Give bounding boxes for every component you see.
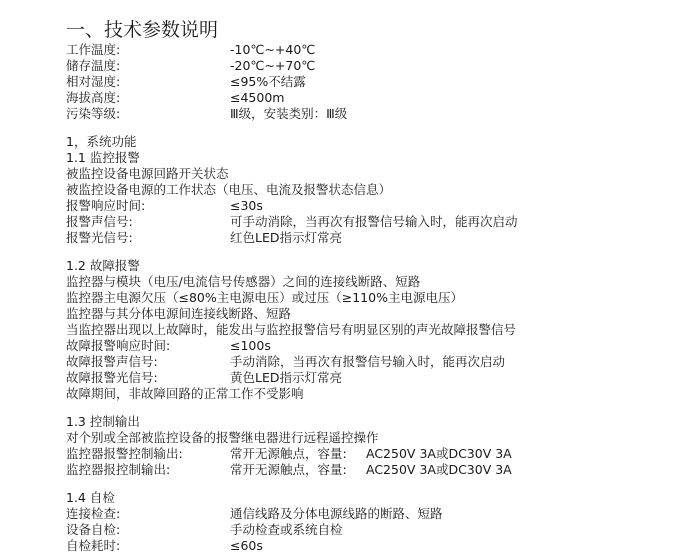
param-value: -10℃~+40℃ xyxy=(230,42,316,57)
param-label: 监控器报控制输出: xyxy=(66,462,171,477)
param-value: ≤100s xyxy=(230,338,271,353)
param-label: 报警响应时间: xyxy=(66,198,146,213)
param-label: 连接检查: xyxy=(66,506,121,521)
description-line: 被监控设备电源的工作状态（电压、电流及报警状态信息） xyxy=(66,182,392,197)
param-label: 监控器报警控制输出: xyxy=(66,446,183,461)
description-line: 对个别或全部被监控设备的报警继电器进行远程遥控操作 xyxy=(66,430,379,445)
section-heading: 1.3 控制输出 xyxy=(66,414,140,429)
param-value: 常开无源触点，容量: xyxy=(230,462,347,477)
param-label: 故障报警光信号: xyxy=(66,370,158,385)
param-label: 自检耗时: xyxy=(66,538,121,553)
param-label: 储存温度: xyxy=(66,58,121,73)
param-value: ≤95%不结露 xyxy=(230,74,306,89)
description-line: 监控器与其分体电源间连接线断路、短路 xyxy=(66,306,292,321)
description-line: 当监控器出现以上故障时，能发出与监控报警信号有明显区别的声光故障报警信号 xyxy=(66,322,517,337)
param-value: 可手动消除，当再次有报警信号输入时，能再次启动 xyxy=(230,214,518,229)
param-label: 海拔高度: xyxy=(66,90,121,105)
param-value: Ⅲ级，安装类别：Ⅲ级 xyxy=(230,106,348,121)
note-line: 故障期间，非故障回路的正常工作不受影响 xyxy=(66,386,304,401)
param-value: ≤4500m xyxy=(230,90,285,105)
param-value: 黄色LED指示灯常亮 xyxy=(230,370,342,385)
param-value: ≤60s xyxy=(230,538,263,553)
section-heading: 1.2 故障报警 xyxy=(66,258,140,273)
param-value: 通信线路及分体电源线路的断路、短路 xyxy=(230,506,443,521)
param-label: 相对湿度: xyxy=(66,74,121,89)
param-spec: AC250V 3A或DC30V 3A xyxy=(366,446,512,461)
description-line: 监控器主电源欠压（≤80%主电源电压）或过压（≥110%主电源电压） xyxy=(66,290,463,305)
param-label: 报警光信号: xyxy=(66,230,133,245)
document-title: 一、技术参数说明 xyxy=(66,19,219,41)
param-label: 故障报警响应时间: xyxy=(66,338,171,353)
param-value: 手动检查或系统自检 xyxy=(230,522,343,537)
param-value: 手动消除，当再次有报警信号输入时，能再次启动 xyxy=(230,354,506,369)
section-heading: 1，系统功能 xyxy=(66,134,137,149)
param-value: ≤30s xyxy=(230,198,263,213)
section-heading: 1.4 自检 xyxy=(66,490,115,505)
param-value: 红色LED指示灯常亮 xyxy=(230,230,342,245)
param-value: -20℃~+70℃ xyxy=(230,58,316,73)
subsection-heading: 1.1 监控报警 xyxy=(66,150,140,165)
param-label: 故障报警声信号: xyxy=(66,354,158,369)
param-label: 报警声信号: xyxy=(66,214,133,229)
param-label: 工作温度: xyxy=(66,42,121,57)
description-line: 被监控设备电源回路开关状态 xyxy=(66,166,229,181)
param-spec: AC250V 3A或DC30V 3A xyxy=(366,462,512,477)
description-line: 监控器与模块（电压/电流信号传感器）之间的连接线断路、短路 xyxy=(66,274,421,289)
param-value: 常开无源触点，容量: xyxy=(230,446,347,461)
param-label: 污染等级: xyxy=(66,106,121,121)
param-label: 设备自检: xyxy=(66,522,121,537)
